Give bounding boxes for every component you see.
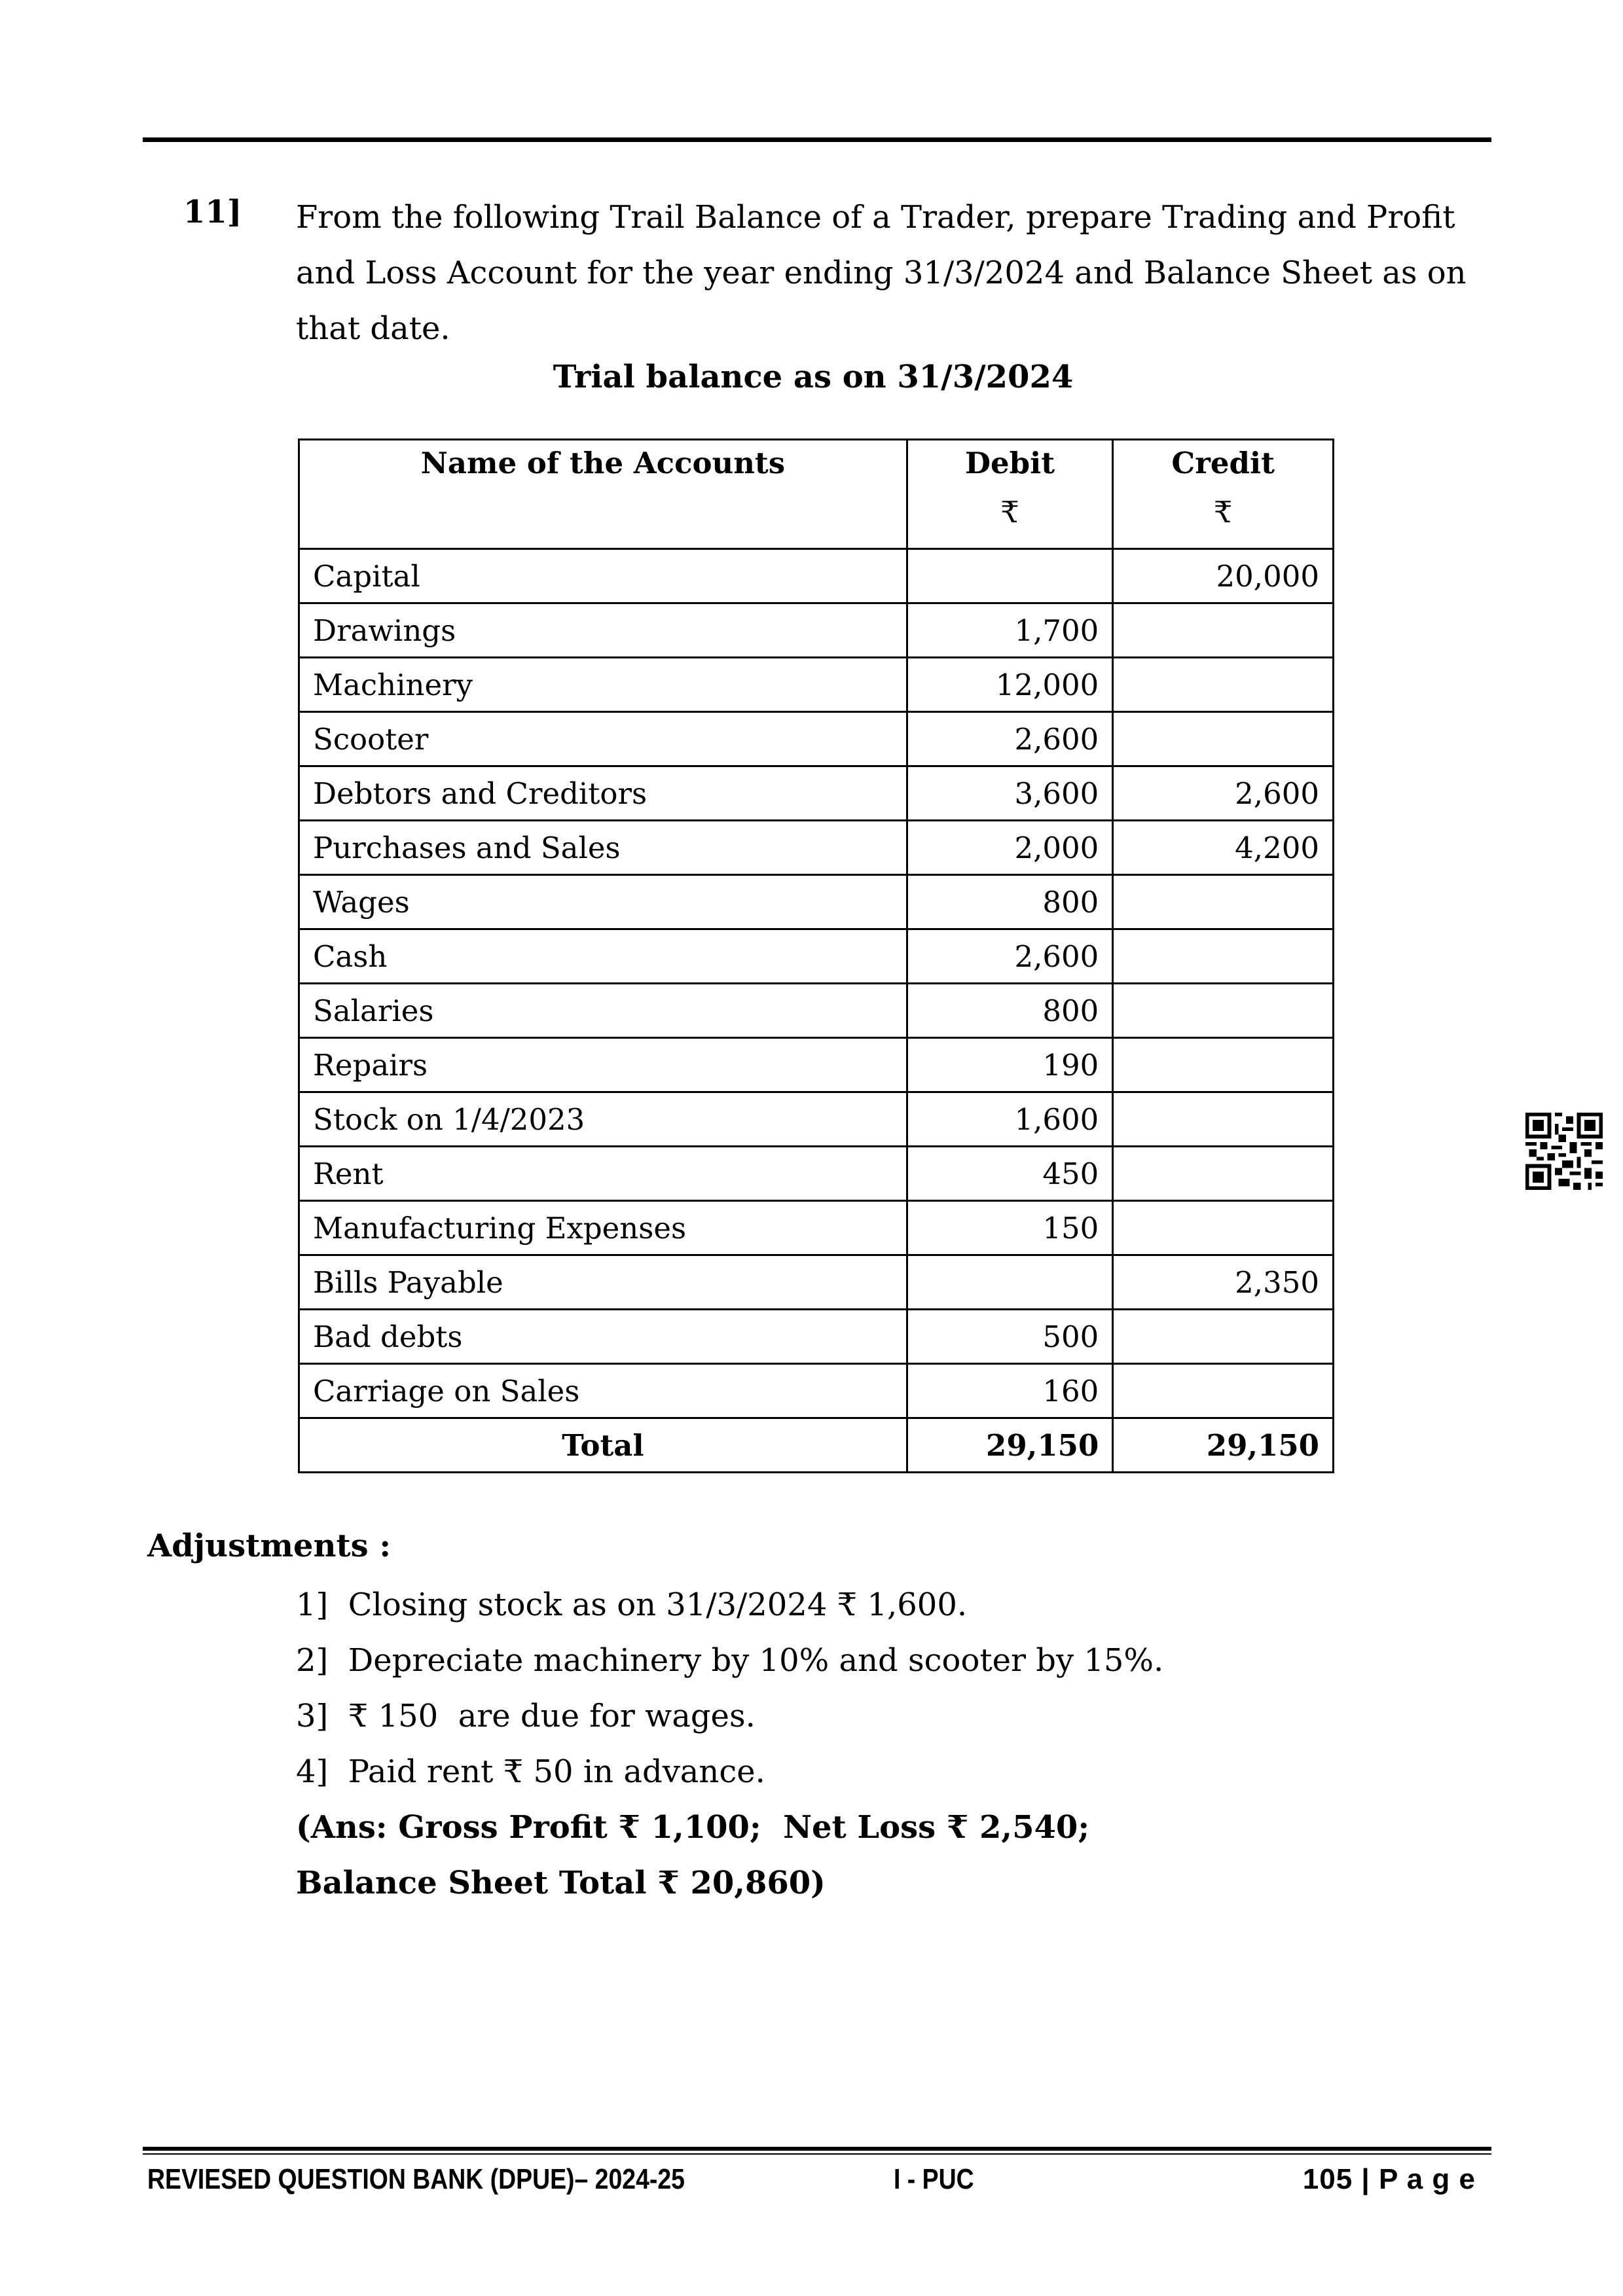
rupee-symbol: ₹ xyxy=(1000,495,1019,529)
rupee-symbol: ₹ xyxy=(1213,495,1233,529)
cell-name: Scooter xyxy=(299,712,907,766)
cell-name: Rent xyxy=(299,1147,907,1201)
adjustment-item: 2] Depreciate machinery by 10% and scooter by 15%. xyxy=(296,1642,1164,1679)
table-row xyxy=(299,1201,1334,1255)
cell-name: Drawings xyxy=(299,603,907,658)
adjustment-item: 1] Closing stock as on 31/3/2024 ₹ 1,600. xyxy=(296,1587,968,1623)
footer-page-number: 105 | P a g e xyxy=(1302,2163,1476,2195)
header-name: Name of the Accounts xyxy=(299,440,907,549)
table-row xyxy=(299,1147,1334,1201)
cell-debit: 1,600 xyxy=(907,1092,1113,1147)
table-row xyxy=(299,984,1334,1038)
table-row xyxy=(299,821,1334,875)
cell-credit xyxy=(1113,875,1334,929)
table-row xyxy=(299,1364,1334,1418)
cell-debit: 3,600 xyxy=(907,766,1113,821)
footer-left: REVIESED QUESTION BANK (DPUE)– 2024-25 xyxy=(147,2163,685,2195)
cell-credit xyxy=(1113,1038,1334,1092)
table-row xyxy=(299,658,1334,712)
table-row xyxy=(299,929,1334,984)
cell-name: Repairs xyxy=(299,1038,907,1092)
adjustment-item: 3] ₹ 150 are due for wages. xyxy=(296,1698,756,1734)
trial-balance-body xyxy=(299,549,1334,1473)
answer-line-2: Balance Sheet Total ₹ 20,860) xyxy=(296,1865,826,1901)
table-row xyxy=(299,1092,1334,1147)
cell-credit: 20,000 xyxy=(1113,549,1334,603)
cell-credit xyxy=(1113,1364,1334,1418)
table-row xyxy=(299,603,1334,658)
answer-line-1: (Ans: Gross Profit ₹ 1,100; Net Loss ₹ 2,540; xyxy=(296,1809,1090,1846)
header-debit: Debit ₹ xyxy=(907,440,1113,549)
cell-debit: 160 xyxy=(907,1364,1113,1418)
table-row xyxy=(299,1038,1334,1092)
cell-debit: 2,600 xyxy=(907,929,1113,984)
cell-debit xyxy=(907,549,1113,603)
trial-balance-title: Trial balance as on 31/3/2024 xyxy=(553,359,1074,395)
total-debit: 29,150 xyxy=(907,1418,1113,1473)
cell-credit: 4,200 xyxy=(1113,821,1334,875)
cell-name: Bills Payable xyxy=(299,1255,907,1310)
cell-debit: 800 xyxy=(907,984,1113,1038)
cell-debit: 12,000 xyxy=(907,658,1113,712)
footer-rule xyxy=(143,2147,1491,2151)
cell-name: Capital xyxy=(299,549,907,603)
cell-credit xyxy=(1113,1092,1334,1147)
total-credit: 29,150 xyxy=(1113,1418,1334,1473)
cell-debit xyxy=(907,1255,1113,1310)
table-row xyxy=(299,1255,1334,1310)
cell-name: Wages xyxy=(299,875,907,929)
cell-name: Debtors and Creditors xyxy=(299,766,907,821)
cell-credit xyxy=(1113,929,1334,984)
adjustments-list xyxy=(296,1577,1163,1800)
total-name: Total xyxy=(299,1418,907,1473)
table-row xyxy=(299,766,1334,821)
adjustments-title: Adjustments : xyxy=(147,1528,392,1564)
cell-credit xyxy=(1113,1147,1334,1201)
cell-name: Bad debts xyxy=(299,1310,907,1364)
cell-name: Purchases and Sales xyxy=(299,821,907,875)
cell-debit: 190 xyxy=(907,1038,1113,1092)
cell-name: Machinery xyxy=(299,658,907,712)
cell-name: Manufacturing Expenses xyxy=(299,1201,907,1255)
cell-name: Salaries xyxy=(299,984,907,1038)
adjustment-item: 4] Paid rent ₹ 50 in advance. xyxy=(296,1753,765,1790)
cell-credit xyxy=(1113,1201,1334,1255)
trial-balance-table xyxy=(298,439,1334,1473)
cell-debit: 800 xyxy=(907,875,1113,929)
cell-credit: 2,350 xyxy=(1113,1255,1334,1310)
table-row xyxy=(299,875,1334,929)
answer xyxy=(296,1800,1089,1911)
cell-debit: 500 xyxy=(907,1310,1113,1364)
question-number: 11] xyxy=(183,194,242,230)
table-row xyxy=(299,1310,1334,1364)
cell-debit: 1,700 xyxy=(907,603,1113,658)
cell-credit xyxy=(1113,712,1334,766)
cell-debit: 2,600 xyxy=(907,712,1113,766)
cell-debit: 2,000 xyxy=(907,821,1113,875)
cell-credit xyxy=(1113,1310,1334,1364)
cell-credit: 2,600 xyxy=(1113,766,1334,821)
table-header-row xyxy=(299,440,1334,549)
question-text: From the following Trail Balance of a Trader, prepare Trading and Profit and Loss Account for the year ending 31/3/2024 and Balance Sheet as on that date. xyxy=(296,199,1467,347)
table-row xyxy=(299,549,1334,603)
cell-debit: 450 xyxy=(907,1147,1113,1201)
cell-debit: 150 xyxy=(907,1201,1113,1255)
footer-rule-thin xyxy=(143,2153,1491,2155)
cell-credit xyxy=(1113,984,1334,1038)
table-row xyxy=(299,712,1334,766)
footer-center: I - PUC xyxy=(894,2163,974,2195)
header-credit: Credit ₹ xyxy=(1113,440,1334,549)
cell-credit xyxy=(1113,603,1334,658)
total-row xyxy=(299,1418,1334,1473)
cell-name: Stock on 1/4/2023 xyxy=(299,1092,907,1147)
qr-code-icon xyxy=(1525,1113,1603,1190)
cell-name: Carriage on Sales xyxy=(299,1364,907,1418)
top-rule xyxy=(143,137,1491,142)
cell-credit xyxy=(1113,658,1334,712)
cell-name: Cash xyxy=(299,929,907,984)
